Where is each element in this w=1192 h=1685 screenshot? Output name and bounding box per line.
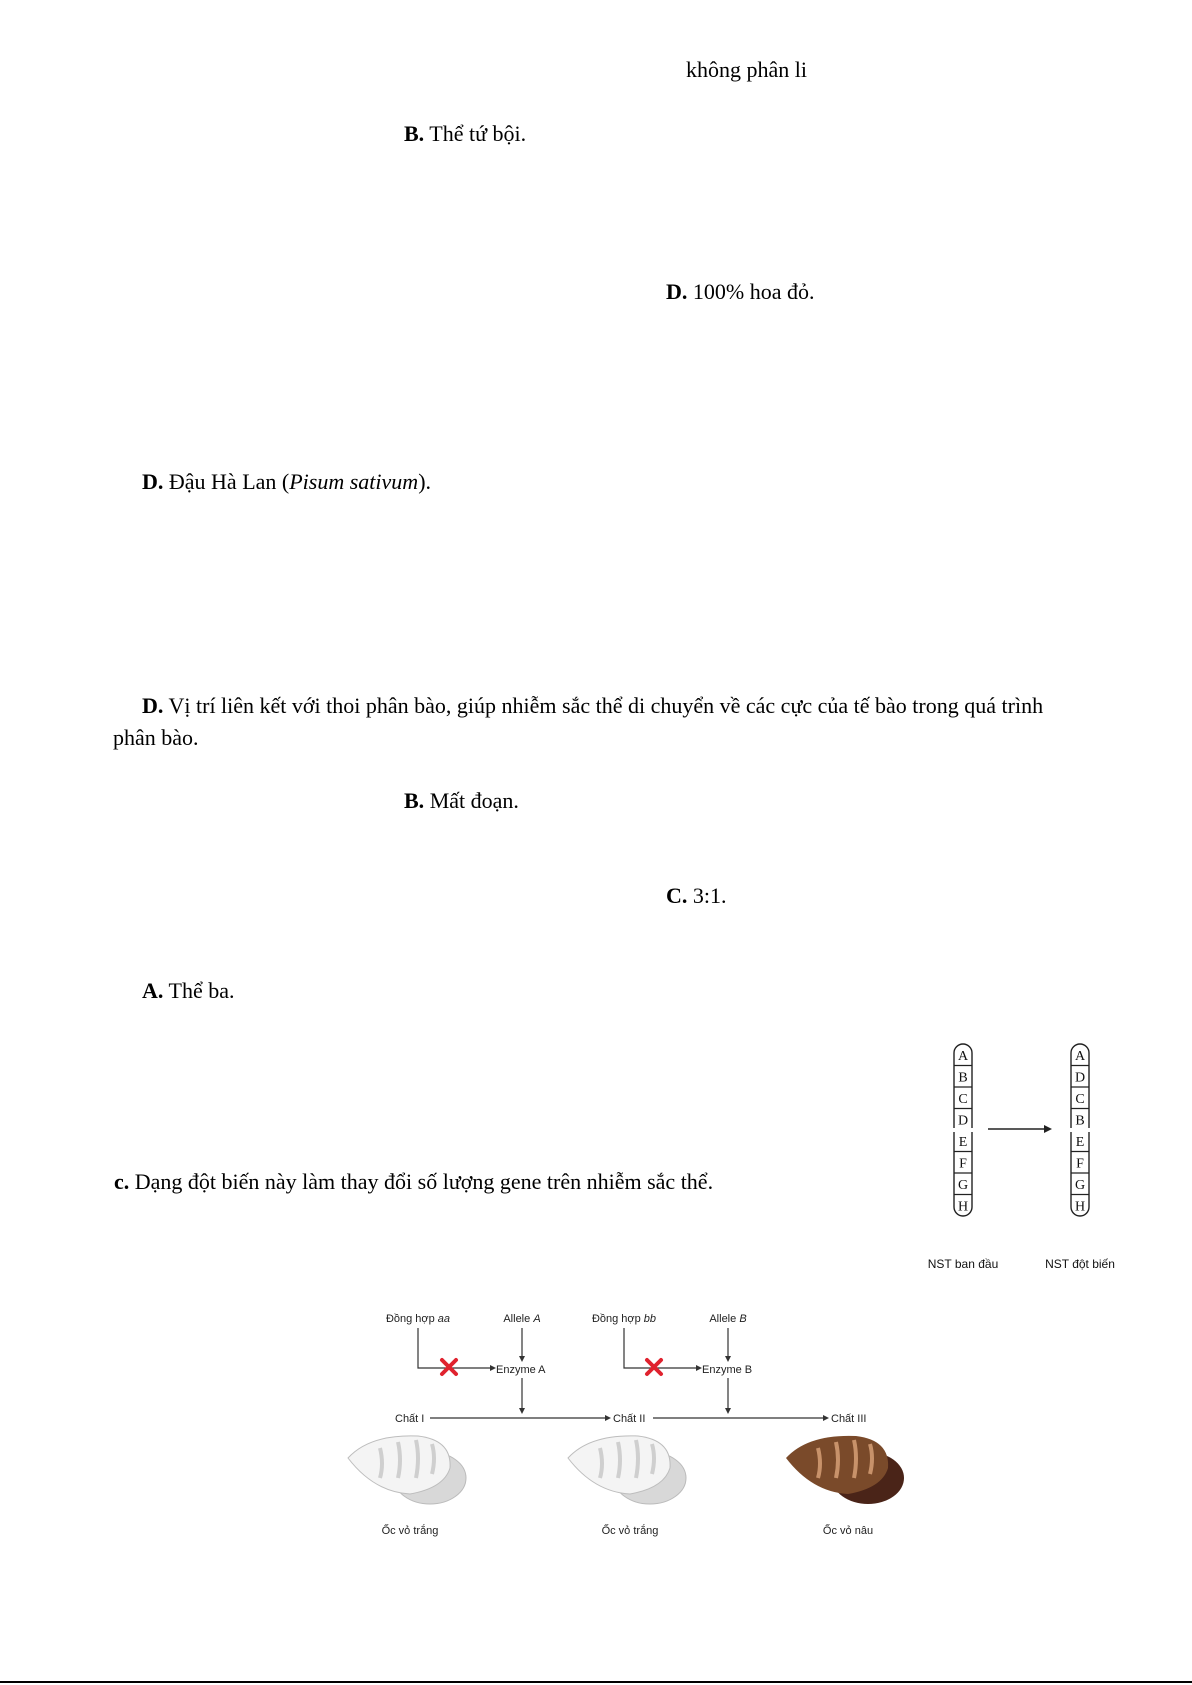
label-homozygous-aa: Đồng hợp aa [385,1313,451,1325]
original-gene-f: F [959,1156,967,1172]
white-snail-shell-2 [568,1436,686,1504]
original-gene-e: E [958,1134,968,1150]
option-d-centromere-continued: phân bào. [113,725,199,750]
label-brown-snail: Ốc vỏ nâu [822,1525,874,1537]
option-a-trisomy [142,977,234,1005]
mutation-arrow [988,1125,1052,1133]
option-d-red-flowers [666,278,814,306]
original-gene-c: C [958,1091,968,1107]
label-substance-2: Chất II [613,1413,646,1425]
option-d-pea [142,468,431,496]
original-gene-g: G [957,1177,969,1193]
option-letter: C. [666,883,688,908]
option-letter: D. [142,469,164,494]
label-mutant-chromosome: NST đột biến [1045,1257,1115,1271]
label-enzyme-a: Enzyme A [496,1364,546,1376]
text-khong-phan-li: không phân li [686,57,807,82]
label-allele-b: Allele B [709,1313,747,1325]
mutant-gene-g: G [1074,1177,1086,1193]
original-gene-a: A [957,1048,969,1064]
blocked-cross-icon [647,1360,661,1374]
centromere [953,1128,973,1132]
option-text: 3:1. [692,883,727,908]
centromere [1070,1128,1090,1132]
original-gene-b: B [958,1070,968,1086]
option-text: 100% hoa đỏ. [692,279,815,304]
statement-letter: c. [114,1169,130,1194]
mutant-gene-e: E [1075,1134,1085,1150]
label-white-snail-2: Ốc vỏ trắng [601,1525,659,1537]
option-letter: B. [404,121,425,146]
label-original-chromosome: NST ban đầu [927,1257,999,1271]
option-c-ratio [666,882,727,910]
option-b-tetraploid [404,120,526,148]
option-b-deletion [404,787,519,815]
statement-c [114,1168,713,1196]
chromosome-inversion-figure [920,1040,1140,1280]
option-text-post: ). [418,469,432,494]
snail-shell-pathway-figure [340,1308,920,1548]
option-text: Vị trí liên kết với thoi phân bào, giúp nhiễm sắc thể di chuyển về các cực của tế bào trong quá trình [168,693,1044,718]
brown-snail-shell [786,1436,904,1504]
option-letter: D. [666,279,688,304]
label-homozygous-bb: Đồng hợp bb [591,1313,657,1325]
option-text: Thể tứ bội. [429,121,527,146]
mutant-gene-a: A [1074,1048,1086,1064]
mutant-gene-f: F [1076,1156,1084,1172]
label-enzyme-b: Enzyme B [702,1364,753,1376]
mutant-gene-b: B [1075,1113,1085,1129]
option-d-centromere [142,692,1043,720]
option-letter: B. [404,788,425,813]
original-gene-d: D [957,1113,969,1129]
page-bottom-rule [0,1681,1192,1683]
white-snail-shell-1 [348,1436,466,1504]
blocked-cross-icon [442,1360,456,1374]
mutant-gene-d: D [1074,1070,1086,1086]
option-text: Thể ba. [168,978,235,1003]
mutant-gene-c: C [1075,1091,1085,1107]
option-text-italic: Pisum sativum [289,469,419,494]
option-letter: A. [142,978,164,1003]
label-allele-a: Allele A [503,1313,541,1325]
option-letter: D. [142,693,164,718]
option-text: Mất đoạn. [429,788,519,813]
label-white-snail-1: Ốc vỏ trắng [381,1525,439,1537]
mutant-gene-h: H [1074,1199,1086,1215]
label-substance-3: Chất III [831,1413,867,1425]
label-substance-1: Chất I [395,1413,425,1425]
original-gene-h: H [957,1199,969,1215]
pathway-arrows [418,1328,829,1421]
statement-text: Dạng đột biến này làm thay đổi số lượng gene trên nhiễm sắc thể. [134,1169,714,1194]
option-text-pre: Đậu Hà Lan ( [168,469,290,494]
